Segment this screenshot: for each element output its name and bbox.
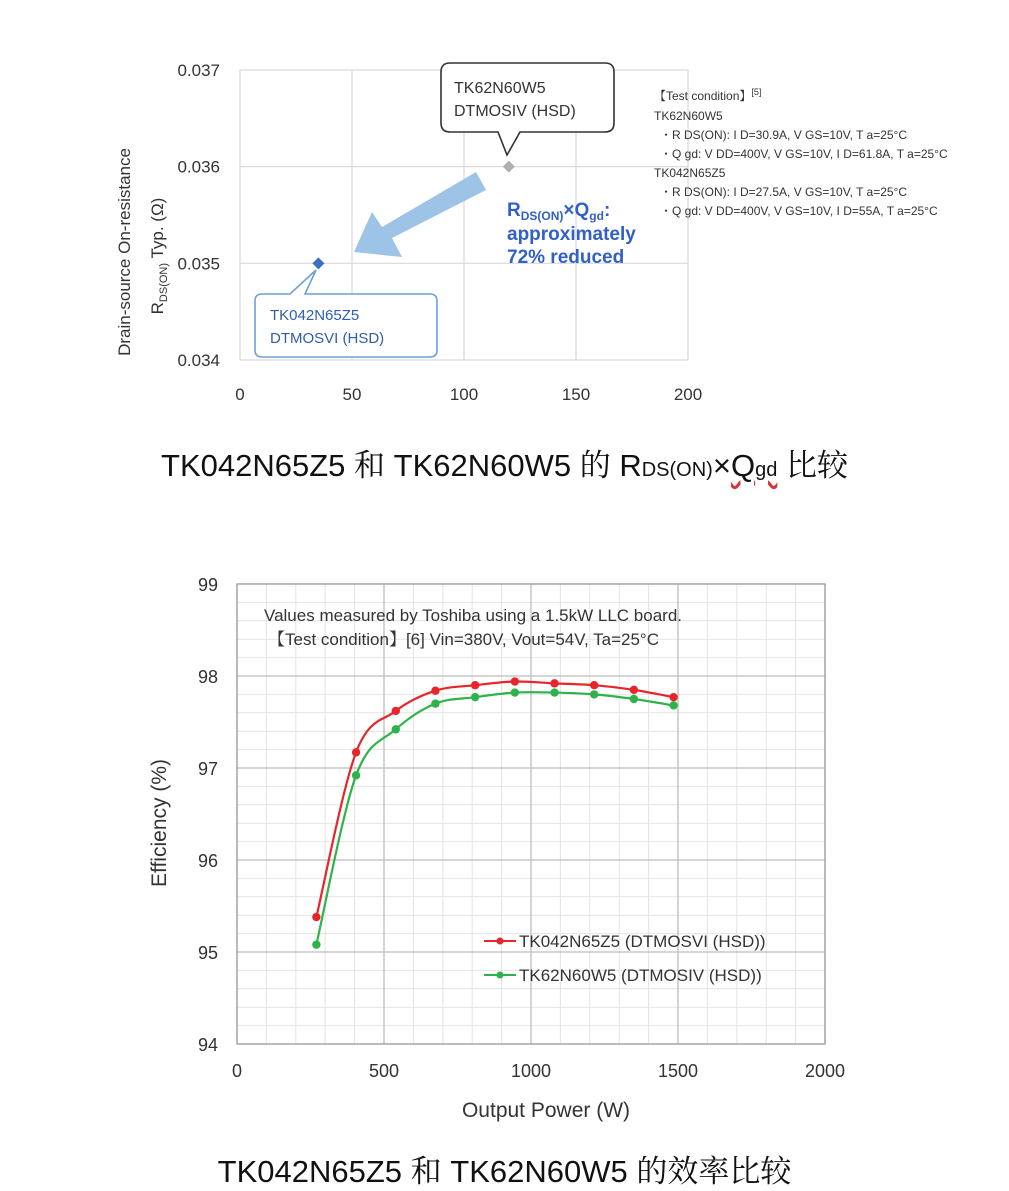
- c2-y-axis-title: Efficiency (%): [148, 759, 171, 887]
- anno-r: R: [507, 200, 521, 221]
- callout-old-line2: DTMOSIV (HSD): [454, 103, 576, 120]
- c2-series-0-point-7: [590, 681, 598, 689]
- c2-ytick-2: 96: [197, 851, 218, 871]
- c2-series-0-point-6: [550, 679, 558, 687]
- c2-series-0-point-8: [630, 686, 638, 694]
- c2-ytick-0: 94: [197, 1035, 218, 1055]
- test-cond-dev1: TK62N60W5: [654, 109, 723, 123]
- c2-series-0-point-4: [471, 681, 479, 689]
- c2-x-tick-labels: [232, 1061, 845, 1081]
- c1-y-axis-title-line1: Drain-source On-resistance: [115, 148, 134, 356]
- test-cond-title-text: 【Test condition】: [654, 89, 752, 103]
- c2-ytick-4: 98: [197, 667, 218, 687]
- c2-xtick-2: 1000: [510, 1061, 552, 1081]
- c2-series-1-point-6: [550, 688, 558, 696]
- test-cond-dev1-r: ・R DS(ON): I D=30.9A, V GS=10V, T a=25°C: [660, 128, 908, 142]
- anno-r-sub: DS(ON): [520, 209, 564, 223]
- test-cond-dev2: TK042N65Z5: [654, 166, 726, 180]
- cap1-part3: 比较: [777, 448, 848, 483]
- c2-xtick-0: 0: [231, 1061, 243, 1081]
- c1-ytick-1: 0.035: [177, 254, 220, 274]
- callout-new-line2: DTMOSVI (HSD): [270, 330, 385, 347]
- c2-series-0-point-9: [669, 693, 677, 701]
- anno-colon: :: [603, 200, 611, 221]
- chart1-caption: [0, 440, 1009, 485]
- c2-series-1-point-7: [590, 690, 598, 698]
- reduction-annotation-line2: approximately: [507, 224, 636, 245]
- c2-series-1-point-9: [669, 701, 677, 709]
- efficiency-line-chart: [0, 560, 1009, 1140]
- cap1-times: ×: [712, 448, 731, 483]
- c1-ylabel-sub: DS(ON): [158, 262, 170, 303]
- cap1-q-sub: gd: [755, 459, 778, 481]
- c1-ylabel-typ: Typ. (Ω): [148, 197, 167, 263]
- c2-note-line2: 【Test condition】[6] Vin=380V, Vout=54V, Ta=25°C: [268, 630, 660, 649]
- c2-series-line-0: [316, 681, 673, 917]
- c2-series-line-1: [316, 692, 673, 944]
- c2-series-0-point-3: [431, 687, 439, 695]
- reduction-annotation-line1: [507, 200, 610, 223]
- c2-series-1-point-3: [431, 699, 439, 707]
- cap1-q-main: Q: [730, 448, 756, 483]
- callout-new-line1: TK042N65Z5: [270, 307, 360, 324]
- legend-red-marker: [497, 938, 504, 945]
- test-cond-dev2-q: ・Q gd: V DD=400V, V GS=10V, I D=55A, T a=25°C: [660, 204, 938, 218]
- test-condition-block: [654, 87, 948, 218]
- c1-xtick-1: 50: [342, 385, 362, 404]
- cap1-sub: DS(ON): [641, 459, 713, 481]
- c2-series-0-point-5: [511, 677, 519, 685]
- c1-xtick-0: 0: [235, 385, 245, 404]
- c2-series-1-point-2: [392, 725, 400, 733]
- legend-green-marker: [497, 972, 504, 979]
- c1-ytick-3: 0.037: [177, 61, 220, 80]
- c2-xtick-4: 2000: [804, 1061, 846, 1081]
- c2-ytick-3: 97: [197, 759, 218, 779]
- reduction-annotation-line3: 72% reduced: [507, 247, 625, 268]
- c1-xtick-3: 150: [561, 385, 591, 404]
- c2-note-line1: Values measured by Toshiba using a 1.5kW LLC board.: [264, 606, 683, 625]
- c1-y-axis-title-line2: [148, 198, 170, 315]
- test-cond-ref: [5]: [751, 87, 762, 97]
- c2-series-0-point-1: [352, 748, 360, 756]
- legend-red-label: TK042N65Z5 (DTMOSVI (HSD)): [519, 932, 766, 951]
- c2-series-0-point-2: [392, 707, 400, 715]
- c1-ylabel-r: R: [148, 302, 167, 315]
- c2-xtick-1: 500: [368, 1061, 400, 1081]
- c1-ytick-2: 0.036: [177, 157, 220, 177]
- c2-xtick-3: 1500: [657, 1061, 699, 1081]
- test-cond-title: [654, 87, 761, 103]
- chart2-caption: TK042N65Z5 和 TK62N60W5 的效率比较: [217, 1154, 792, 1189]
- rds-qgd-scatter-chart: [0, 0, 1009, 430]
- legend-green-label: TK62N60W5 (DTMOSIV (HSD)): [519, 966, 762, 985]
- c1-x-tick-labels: [235, 385, 702, 404]
- anno-q: ×Q: [563, 200, 590, 221]
- cap1-part1: TK042N65Z5 和 TK62N60W5 的 R: [161, 448, 642, 483]
- c2-legend: [484, 932, 766, 985]
- c2-ytick-1: 95: [197, 943, 218, 963]
- anno-q-sub: gd: [589, 209, 604, 223]
- c2-y-tick-labels: [198, 575, 218, 1055]
- callout-old-line1: TK62N60W5: [454, 80, 546, 97]
- test-cond-dev1-q: ・Q gd: V DD=400V, V GS=10V, I D=61.8A, T a=25°C: [660, 147, 948, 161]
- c1-xtick-2: 100: [449, 385, 479, 404]
- c2-x-axis-title: Output Power (W): [461, 1099, 631, 1122]
- c1-ytick-0: 0.034: [177, 351, 220, 370]
- c2-series-1-point-4: [471, 693, 479, 701]
- reduction-arrow: [354, 172, 486, 257]
- c2-series-1-point-5: [511, 688, 519, 696]
- c2-series-0-point-0: [312, 913, 320, 921]
- test-cond-dev2-r: ・R DS(ON): I D=27.5A, V GS=10V, T a=25°C: [660, 185, 908, 199]
- c2-ytick-5: 99: [197, 575, 218, 595]
- c1-point-0: [312, 257, 324, 269]
- c2-series-1-point-1: [352, 771, 360, 779]
- cap1-q: [731, 448, 777, 483]
- c2-series-1-point-0: [312, 940, 320, 948]
- c2-series-group: [312, 677, 678, 949]
- c1-point-1: [503, 161, 515, 173]
- c1-xtick-4: 200: [673, 385, 703, 404]
- c2-series-1-point-8: [630, 695, 638, 703]
- c1-y-tick-labels: [177, 61, 220, 370]
